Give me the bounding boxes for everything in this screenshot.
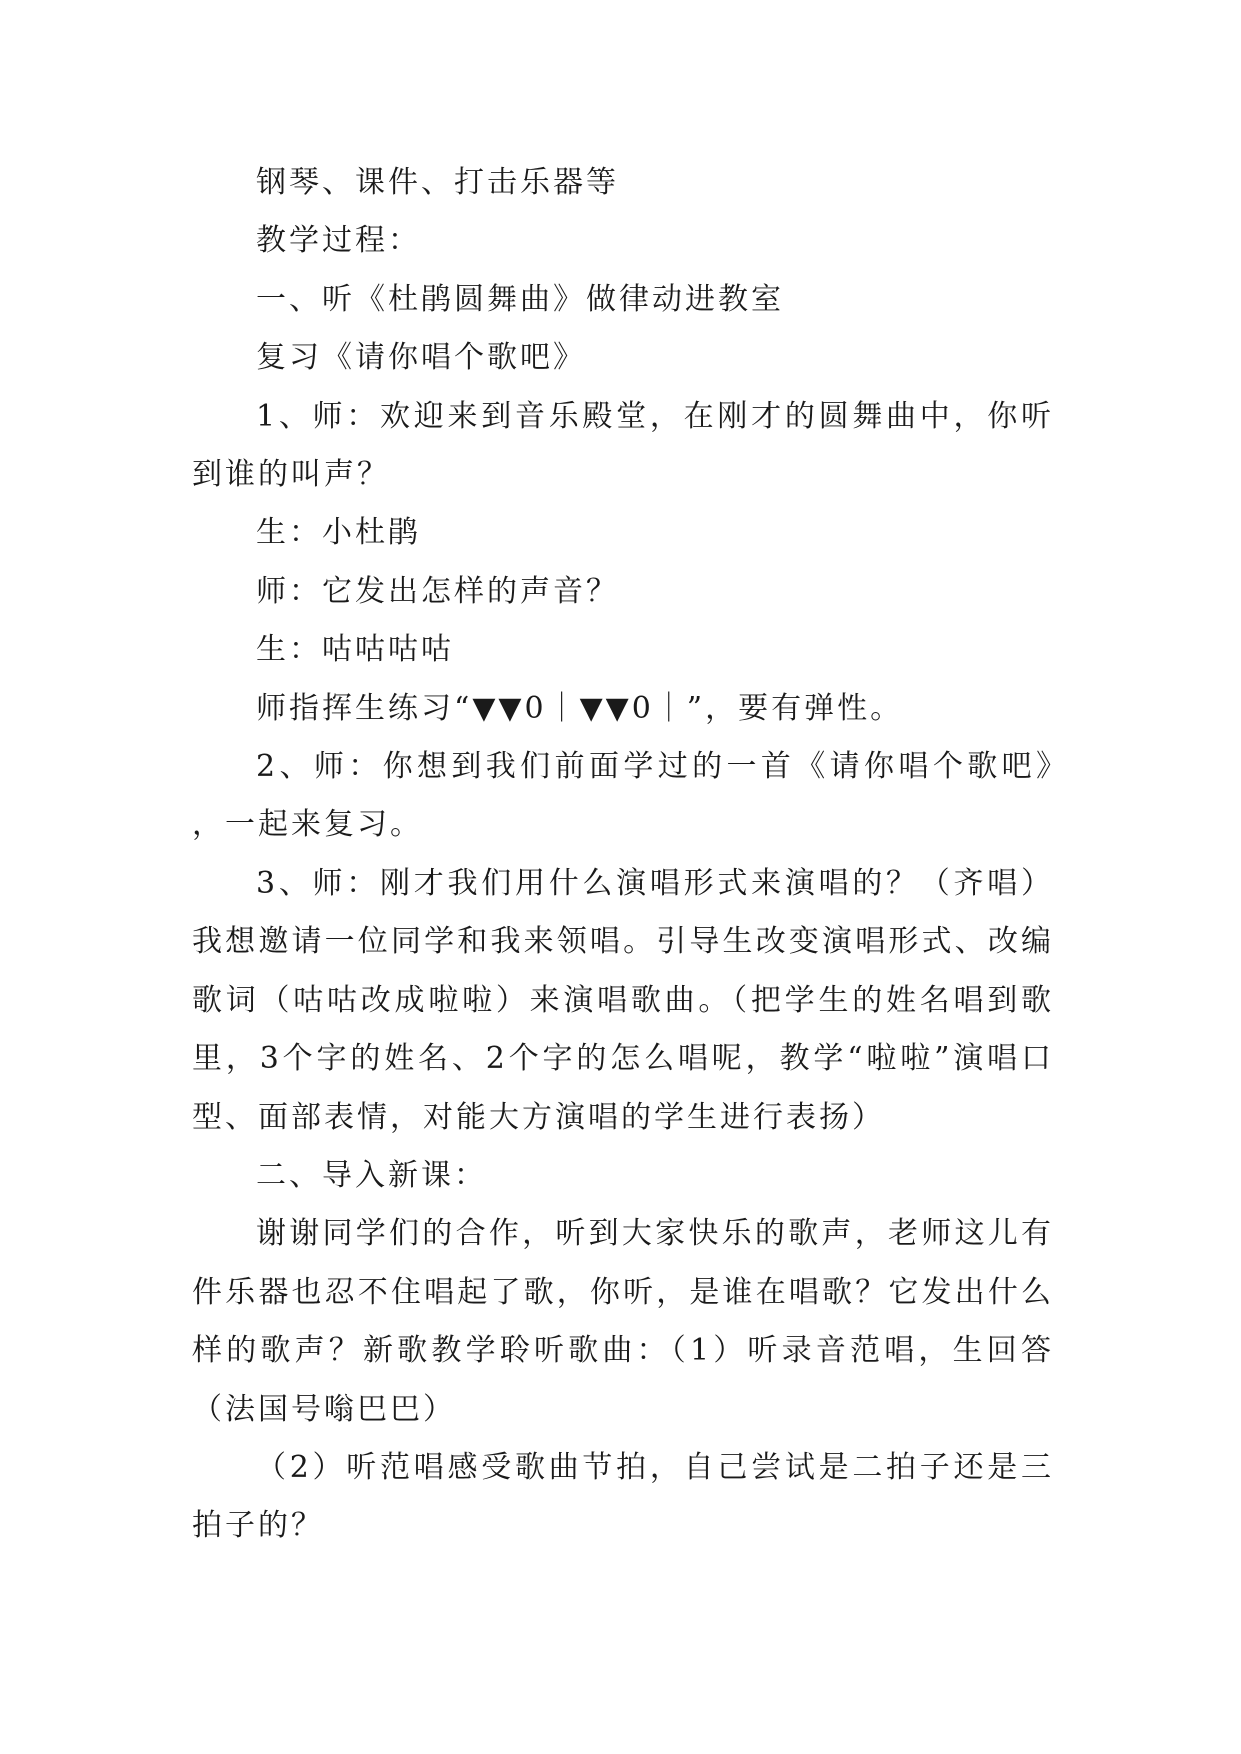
paragraph-student-answer-2: 生：咕咕咕咕: [256, 632, 454, 668]
paragraph-teacher-question: 师：它发出怎样的声音？: [256, 573, 619, 609]
paragraph-section-one: 一、听《杜鹃圆舞曲》做律动进教室: [256, 281, 784, 317]
document-body: [192, 154, 1054, 1556]
paragraph-section-two: 二、导入新课：: [256, 1157, 487, 1193]
paragraph-new-lesson: 谢谢同学们的合作，听到大家快乐的歌声，老师这儿有件乐器也忍不住唱起了歌，你听，是谁在唱歌？它发出什么样的歌声？新歌教学聆听歌曲：（1）听录音范唱，生回答（法国号嗡巴巴）: [192, 1216, 1054, 1427]
paragraph-student-answer-1: 生：小杜鹃: [256, 515, 421, 551]
paragraph-teaching-process: 教学过程：: [256, 223, 421, 259]
paragraph-review: 复习《请你唱个歌吧》: [256, 340, 586, 376]
paragraph-step-3: 3、师：刚才我们用什么演唱形式来演唱的？（齐唱）我想邀请一位同学和我来领唱。引导生改变演唱形式、改编歌词（咕咕改成啦啦）来演唱歌曲。（把学生的姓名唱到歌里，3个字的姓名、2个字的怎么唱呢，教学“啦啦”演唱口型、面部表情，对能大方演唱的学生进行表扬）: [192, 865, 1054, 1135]
paragraph-rhythm-practice: 师指挥生练习“▼▼0｜▼▼0｜”，要有弹性。: [256, 690, 904, 726]
paragraph-listening-2: （2）听范唱感受歌曲节拍，自己尝试是二拍子还是三拍子的？: [192, 1449, 1054, 1544]
paragraph-step-1: 1、师：欢迎来到音乐殿堂，在刚才的圆舞曲中，你听到谁的叫声？: [192, 398, 1054, 493]
paragraph-materials: 钢琴、课件、打击乐器等: [256, 165, 619, 200]
paragraph-step-2: 2、师：你想到我们前面学过的一首《请你唱个歌吧》，一起来复习。: [192, 749, 1054, 843]
